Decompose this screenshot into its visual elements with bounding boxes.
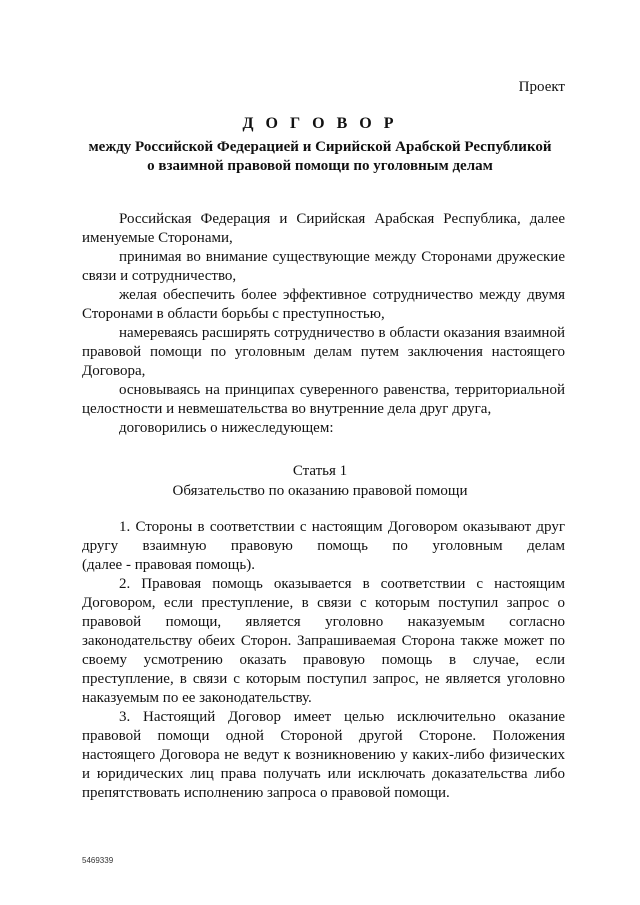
preamble-line: Сторонами в области борьбы с преступностью, xyxy=(82,306,385,322)
subtitle-line: о взаимной правовой помощи по уголовным делам xyxy=(147,158,493,174)
preamble-line: целостности и невмешательства во внутренние дела друг друга, xyxy=(82,401,492,417)
clause-line: и юридических лиц права получать или исключать доказательства либо xyxy=(82,766,565,782)
document-code: 5469339 xyxy=(82,856,114,865)
clause-line: своему усмотрению оказать правовую помощь в случае, если xyxy=(82,652,565,668)
preamble-line: связи и сотрудничество, xyxy=(82,268,237,284)
clause-line: 2. Правовая помощь оказывается в соответствии с настоящим xyxy=(119,576,565,592)
clause-line: 1. Стороны в соответствии с настоящим Договором оказывают друг xyxy=(119,519,565,535)
preamble xyxy=(82,210,565,438)
preamble-line: Договора, xyxy=(82,363,146,379)
preamble-line: желая обеспечить более эффективное сотрудничество между двумя xyxy=(119,287,565,303)
document-title: Д О Г О В О Р xyxy=(242,115,398,132)
clause-line: наказуемым по ее законодательству. xyxy=(82,690,312,706)
clause-line: настоящего Договора не ведут к возникновению у каких-либо физических xyxy=(82,747,565,763)
article-body xyxy=(82,518,565,803)
preamble-line: Российская Федерация и Сирийская Арабская Республика, далее xyxy=(119,211,565,227)
article-title: Обязательство по оказанию правовой помощи xyxy=(172,483,468,499)
draft-label: Проект xyxy=(518,79,565,95)
clause-line: правовой помощи, является уголовно наказуемым согласно xyxy=(82,614,565,630)
article-number: Статья 1 xyxy=(292,463,348,479)
clause-line: препятствовать исполнению запроса о правовой помощи. xyxy=(82,785,450,801)
preamble-line: договорились о нижеследующем: xyxy=(119,420,334,436)
clause-line: 3. Настоящий Договор имеет целью исключительно оказание xyxy=(119,709,565,725)
subtitle-line: между Российской Федерацией и Сирийской Арабской Республикой xyxy=(88,139,552,155)
preamble-line: правовой помощи по уголовным делам путем заключения настоящего xyxy=(82,344,565,360)
clause-line: Договором, если преступление, в связи с которым поступил запрос о xyxy=(82,595,565,611)
clause-line: другу взаимную правовую помощь по уголовным делам xyxy=(82,538,565,554)
clause-line: законодательству обеих Сторон. Запрашиваемая Сторона также может по xyxy=(82,633,565,649)
preamble-line: основываясь на принципах суверенного равенства, территориальной xyxy=(119,382,565,398)
preamble-line: принимая во внимание существующие между Сторонами дружеские xyxy=(119,249,565,265)
preamble-line: намереваясь расширять сотрудничество в области оказания взаимной xyxy=(119,325,565,341)
clause-line: преступление, в связи с которым поступил запрос, не является уголовно xyxy=(82,671,565,687)
clause-line: (далее - правовая помощь). xyxy=(82,557,255,573)
document-subtitle xyxy=(60,138,580,176)
preamble-line: именуемые Сторонами, xyxy=(82,230,233,246)
clause-line: правовой помощи одной Стороной другой Стороне. Положения xyxy=(82,728,565,744)
